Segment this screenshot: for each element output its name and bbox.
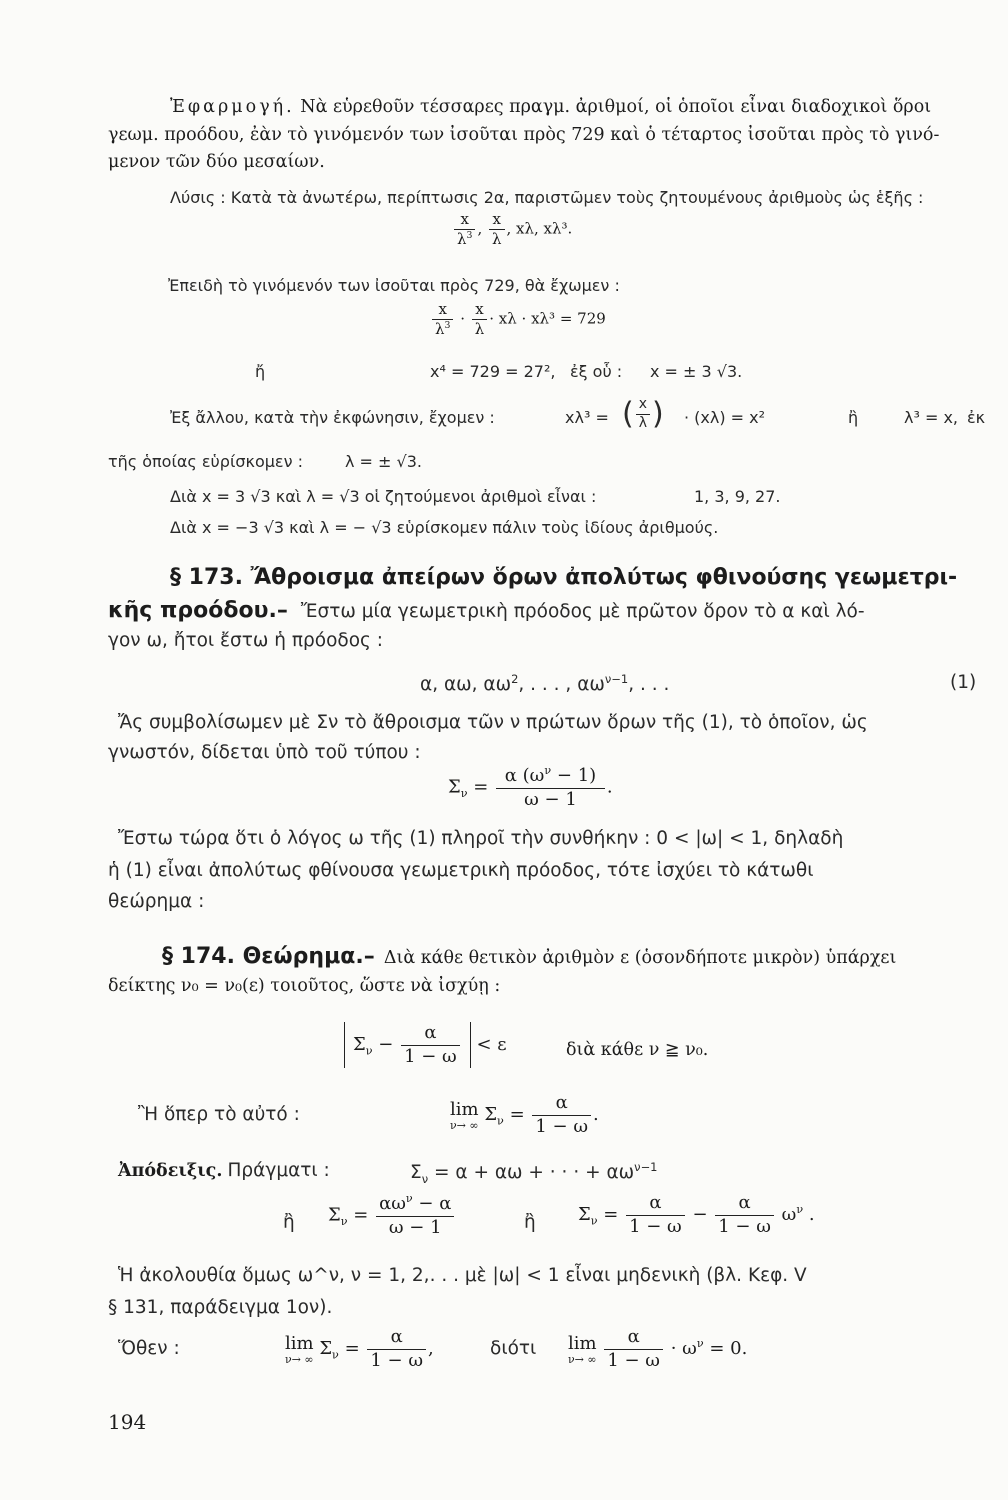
solution-line-7: Διὰ x = −3 √3 καὶ λ = − √3 εὑρίσκομεν πάλιν τοὺς ἰδίους ἀριθμούς.: [170, 518, 719, 537]
sequence: α, αω, $\alpha\omega^2$, . . . , $\alpha\omega^{\nu-1}$, . . .: [420, 672, 670, 696]
section-174-text-b: δείκτης ν₀ = ν₀(ε) τοιοῦτος, ὥστε νὰ ἰσχύῃ :: [108, 976, 501, 996]
equation-product: $\frac{x}{\lambda^3}$ · $\frac{x}{\lambda}$ · xλ · xλ³ = 729: [430, 300, 606, 339]
proof-label: Ἀπόδειξις.: [118, 1161, 223, 1181]
solution-line-1: [170, 188, 923, 207]
solution-line-4-f: ἐκ: [967, 408, 986, 427]
proof-text: Πράγματι :: [227, 1160, 330, 1181]
fraction-x-over-lambda3: $\frac{x}{\lambda^3}$: [454, 210, 475, 249]
fraction-x-over-lambda: $\frac{x}{\lambda}$: [489, 210, 505, 249]
section-173-heading-b: κῆς προόδου.–: [108, 598, 288, 623]
eq3-c: x = ± 3 √3.: [650, 362, 743, 381]
section-173-text-d: γνωστόν, δίδεται ὑπὸ τοῦ τύπου :: [108, 742, 421, 763]
solution-line-5-b: λ = ± √3.: [345, 452, 422, 471]
eq2-rest: · xλ · xλ³ = 729: [489, 309, 606, 328]
section-173-text-b: γον ω, ἤτοι ἔστω ἡ πρόοδος :: [108, 630, 384, 651]
equivalent-label: Ἢ ὅπερ τὸ αὐτό :: [138, 1104, 300, 1125]
solution-line-4-d: ἢ: [848, 408, 859, 427]
section-173-text-c: Ἄς συμβολίσωμεν μὲ Σν τὸ ἄθροισμα τῶν ν πρώτων ὅρων τῆς (1), τὸ ὁποῖον, ὡς: [118, 712, 868, 733]
final-limit-1: lim ν→ ∞ $\Sigma_\nu$ = $\frac{\alpha}{1 - \omega}$ ,: [285, 1326, 434, 1371]
solution-line-4-e: λ³ = x,: [904, 408, 959, 427]
solution-line-2: Ἐπειδὴ τὸ γινόμενόν των ἰσοῦται πρὸς 729, θὰ ἔχωμεν :: [168, 276, 620, 295]
proof-line: [118, 1160, 330, 1181]
eta-1: ἢ: [283, 1212, 295, 1233]
section-173-heading: § 173. Ἄθροισμα ἀπείρων ὅρων ἀπολύτως φθινούσης γεωμετρι-: [170, 565, 958, 590]
hence-label: Ὅθεν :: [118, 1338, 180, 1359]
eq3-b: ἐξ οὗ :: [570, 362, 623, 381]
section-173-text-e: Ἔστω τώρα ὅτι ὁ λόγος ω τῆς (1) πληροῖ τὴν συνθήκην : 0 < |ω| < 1, δηλαδὴ: [118, 828, 844, 849]
solution-text: Κατὰ τὰ ἀνωτέρω, περίπτωσις 2α, παριστῶμεν τοὺς ζητουμένους ἀριθμοὺς ὡς ἑξῆς :: [230, 188, 924, 207]
sum-fraction: $\frac{\alpha (\omega^\nu - 1)}{\omega - 1}$: [496, 764, 605, 811]
absolute-value: $\Sigma_\nu$ − $\frac{\alpha}{1 - \omega}$: [344, 1022, 471, 1068]
solution-line-6-b: 1, 3, 9, 27.: [694, 487, 781, 506]
application-line-2: γεωμ. προόδου, ἐὰν τὸ γινόμενόν των ἰσοῦται πρὸς 729 καὶ ὁ τέταρτος ἰσοῦται πρὸς τὸ γινό-: [108, 125, 940, 145]
solution-line-4-c: · (xλ) = x²: [684, 408, 766, 427]
because: διότι: [490, 1338, 537, 1359]
paren-fraction: ( $\frac{x}{\lambda}$ ): [622, 396, 664, 432]
theorem-inequality-tail: διὰ κάθε ν ≧ ν₀.: [566, 1040, 709, 1060]
application-line-3: μενον τῶν δύο μεσαίων.: [108, 152, 325, 172]
fraction-x-over-lambda3-b: $\frac{x}{\lambda^3}$: [432, 300, 453, 339]
eta-2: ἢ: [524, 1212, 536, 1233]
solution-label: Λύσις :: [170, 188, 226, 207]
final-limit-2: lim ν→ ∞ $\frac{\alpha}{1 - \omega}$ · $\omega^\nu = 0$.: [568, 1326, 748, 1371]
solution-line-4-a: Ἐξ ἄλλου, κατὰ τὴν ἐκφώνησιν, ἔχομεν :: [170, 408, 495, 427]
application-line-1: [170, 97, 931, 117]
solution-line-6-a: Διὰ x = 3 √3 καὶ λ = √3 οἱ ζητούμενοι ἀριθμοὶ εἶναι :: [170, 487, 597, 506]
application-text-1: Νὰ εὑρεθοῦν τέσσαρες πραγμ. ἀριθμοί, οἱ ὁποῖοι εἶναι διαδοχικοὶ ὅροι: [300, 97, 932, 117]
section-173-text-f: ἡ (1) εἶναι ἀπολύτως φθίνουσα γεωμετρικὴ πρόοδος, τότε ἰσχύει τὸ κάτωθι: [108, 860, 814, 881]
proof-eq-2: $\Sigma_\nu$ = $\alpha\omega^\nu - \alpha$ ω − 1: [328, 1192, 456, 1239]
section-173-line-2: [108, 598, 865, 623]
proof-eq: $\Sigma_\nu = \alpha + \alpha\omega$ + · · · + $\alpha\omega^{\nu-1}$: [410, 1160, 658, 1186]
application-label: Ἐφαρμογή.: [170, 97, 295, 117]
fraction-x-over-lambda-c: $\frac{x}{\lambda}$: [636, 396, 650, 432]
sequence-label: (1): [950, 672, 977, 693]
eq3-eta: ἤ: [255, 362, 266, 381]
section-174-heading: § 174. Θεώρημα.–: [162, 944, 375, 969]
section-173-text-a: Ἔστω μία γεωμετρικὴ πρόοδος μὲ πρῶτον ὅρον τὸ α καὶ λό-: [300, 601, 865, 622]
section-173-text-g: θεώρημα :: [108, 891, 205, 912]
solution-line-5-a: τῆς ὁποίας εὑρίσκομεν :: [108, 452, 303, 471]
eq1-rest: , xλ, xλ³.: [506, 219, 573, 238]
sequence-text-b: § 131, παράδειγμα 1ον).: [108, 1297, 333, 1318]
section-174-text-a: Διὰ κάθε θετικὸν ἀριθμὸν ε (ὁσονδήποτε μικρὸν) ὑπάρχει: [383, 948, 897, 968]
sequence-text-a: Ἡ ἀκολουθία ὅμως ω^ν, ν = 1, 2,. . . μὲ |ω| < 1 εἶναι μηδενικὴ (βλ. Κεφ. V: [118, 1265, 807, 1286]
page-number: 194: [108, 1410, 147, 1434]
sum-formula: $\Sigma_\nu$ = $\frac{\alpha (\omega^\nu - 1)}{\omega - 1}$ .: [448, 764, 613, 810]
fraction-x-over-lambda-b: $\frac{x}{\lambda}$: [472, 300, 488, 339]
section-174-line-1: [162, 944, 896, 969]
proof-eq-3: $\Sigma_\nu$ = $\frac{\alpha}{1 - \omega}$ − $\frac{\alpha}{1 - \omega}$ $\omega^\nu$ .: [578, 1192, 815, 1237]
eq3-a: x⁴ = 729 = 27²,: [430, 362, 556, 381]
theorem-inequality: $\Sigma_\nu$ − $\frac{\alpha}{1 - \omega}$ < ε: [344, 1022, 507, 1068]
equation-terms: $\frac{x}{\lambda^3}$ , $\frac{x}{\lambda}$ , xλ, xλ³.: [452, 210, 572, 249]
limit-statement: lim ν→ ∞ $\Sigma_\nu$ = $\frac{\alpha}{1 - \omega}$ .: [450, 1092, 599, 1137]
solution-line-4-b: xλ³ =: [565, 408, 609, 427]
